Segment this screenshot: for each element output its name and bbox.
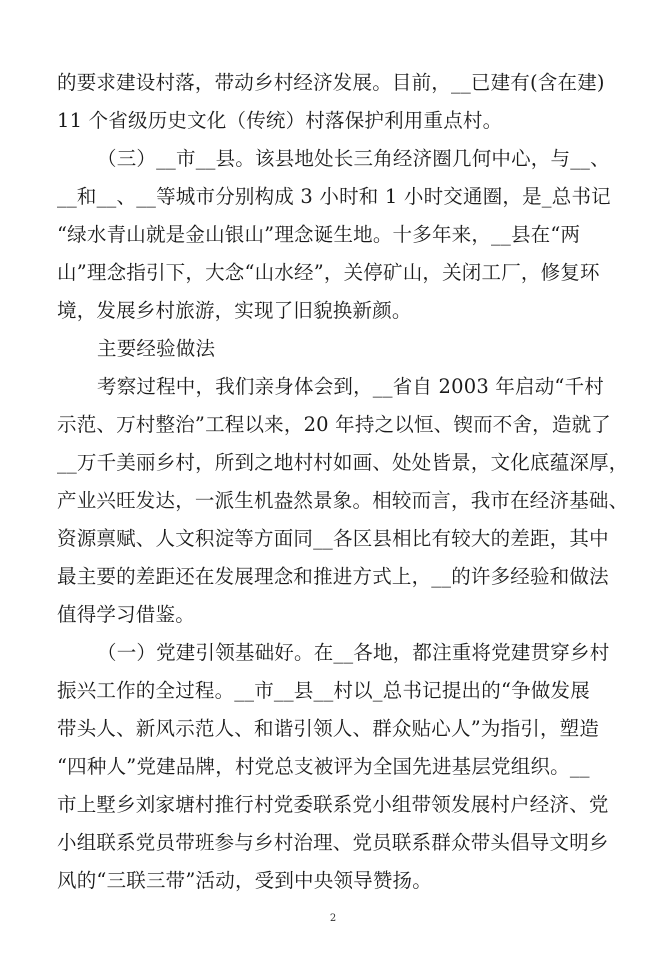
body-line: 的要求建设村落，带动乡村经济发展。目前，__已建有(含在建): [57, 71, 605, 94]
body-line: 带头人、新风示范人、和谐引领人、群众贴心人”为指引，塑造: [57, 717, 600, 740]
body-line: 小组联系党员带班参与乡村治理、党员联系群众带头倡导文明乡: [57, 831, 609, 854]
body-line: 风的“三联三带”活动，受到中央领导赞扬。: [57, 869, 432, 892]
paragraph-start-line: （一）党建引领基础好。在__各地，都注重将党建贯穿乡村: [97, 641, 610, 664]
body-line: 最主要的差距还在发展理念和推进方式上，__的许多经验和做法: [57, 565, 609, 588]
body-line: 11 个省级历史文化（传统）村落保护利用重点村。: [57, 109, 503, 132]
body-line: __和__、__等城市分别构成 3 小时和 1 小时交通圈，是_总书记: [57, 185, 611, 208]
body-line: 山”理念指引下，大念“山水经”，关停矿山，关闭工厂，修复环: [57, 261, 600, 284]
body-line: 资源禀赋、人文积淀等方面同__各区县相比有较大的差距，其中: [57, 527, 609, 550]
body-line: “绿水青山就是金山银山”理念诞生地。十多年来，__县在“两: [57, 223, 581, 246]
section-heading: 主要经验做法: [97, 337, 216, 360]
body-line: “四种人”党建品牌，村党总支被评为全国先进基层党组织。__: [57, 755, 590, 778]
body-line: 值得学习借鉴。: [57, 603, 195, 626]
body-line: __万千美丽乡村，所到之地村村如画、处处皆景，文化底蕴深厚，: [57, 451, 629, 474]
body-line: 市上墅乡刘家塘村推行村党委联系党小组带领发展村户经济、党: [57, 793, 609, 816]
document-body: [57, 64, 629, 900]
paragraph-start-line: 考察过程中，我们亲身体会到，__省自 2003 年启动“千村: [97, 375, 604, 398]
body-line: 振兴工作的全过程。__市__县__村以_总书记提出的“争做发展: [57, 679, 590, 702]
page-number: 2: [329, 913, 337, 924]
body-line: 境，发展乡村旅游，实现了旧貌换新颜。: [57, 299, 412, 322]
body-line: 示范、万村整治”工程以来，20 年持之以恒、锲而不舍，造就了: [57, 413, 611, 436]
paragraph-start-line: （三）__市__县。该县地处长三角经济圈几何中心，与__、: [97, 147, 610, 170]
body-line: 产业兴旺发达，一派生机盎然景象。相较而言，我市在经济基础、: [57, 489, 629, 512]
